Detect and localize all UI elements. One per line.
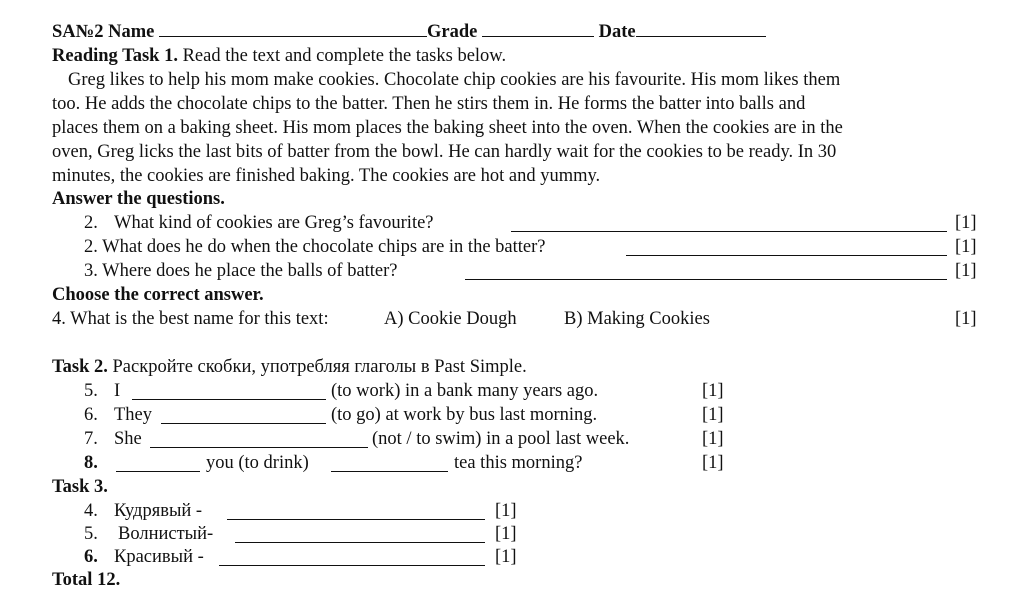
question-number: 2.	[84, 237, 98, 257]
item-number: 6.	[84, 405, 98, 425]
name-field[interactable]	[159, 21, 427, 37]
blank-6[interactable]	[161, 422, 326, 424]
item-rest: tea this morning?	[454, 453, 583, 473]
task2-item-number-8: 8.	[84, 453, 98, 473]
question-mark: [1]	[955, 213, 977, 233]
question-text: What kind of cookies are Greg’s favourite?	[114, 213, 434, 233]
item-mark: [1]	[495, 524, 517, 544]
item-mark: [1]	[495, 547, 517, 567]
item-subject: I	[114, 381, 121, 401]
question-number: 3.	[84, 261, 98, 281]
blank-t3-5[interactable]	[235, 541, 485, 543]
choose-heading: Choose the correct answer.	[52, 285, 264, 305]
option-b[interactable]: B) Making Cookies	[564, 309, 710, 329]
answer-line-2[interactable]	[626, 254, 947, 256]
question-mark: [1]	[955, 261, 977, 281]
question-row	[84, 212, 434, 234]
blank-8a[interactable]	[116, 470, 200, 472]
task3-item	[84, 546, 204, 568]
passage-line-2: too. He adds the chocolate chips to the batter. Then he stirs them in. He forms the batter into balls and	[52, 94, 806, 114]
item-mid: you (to drink)	[206, 453, 309, 473]
passage-line-4: oven, Greg licks the last bits of batter from the bowl. He can hardly wait for the cookies to be ready. In 30	[52, 142, 837, 162]
header-date-label: Date	[598, 22, 636, 42]
item-mark: [1]	[702, 405, 724, 425]
mc-question: 4. What is the best name for this text:	[52, 309, 329, 329]
answer-line-1[interactable]	[511, 230, 947, 232]
task2-item	[84, 428, 142, 450]
item-word: Волнистый-	[118, 524, 214, 544]
item-mark: [1]	[702, 381, 724, 401]
header-row	[52, 21, 766, 43]
item-mark: [1]	[495, 501, 517, 521]
question-text: Where does he place the balls of batter?	[102, 261, 398, 281]
item-subject: She	[114, 429, 142, 449]
passage-line-1: Greg likes to help his mom make cookies. Chocolate chip cookies are his favourite. His mom likes them	[68, 70, 841, 90]
task1-instruction: Read the text and complete the tasks below.	[182, 46, 507, 66]
grade-field[interactable]	[482, 21, 594, 37]
question-row	[84, 260, 398, 282]
blank-5[interactable]	[132, 398, 326, 400]
item-number: 7.	[84, 429, 98, 449]
task2-heading-row	[52, 356, 527, 378]
date-field[interactable]	[636, 21, 766, 37]
task3-item	[84, 500, 202, 522]
item-mark: [1]	[702, 429, 724, 449]
item-word: Кудрявый -	[114, 501, 203, 521]
question-number: 2.	[84, 213, 98, 233]
mc-mark: [1]	[955, 309, 977, 329]
passage-line-3: places them on a baking sheet. His mom places the baking sheet into the oven. When the cookies are in the	[52, 118, 843, 138]
item-rest: (not / to swim) in a pool last week.	[372, 429, 630, 449]
task3-heading: Task 3.	[52, 477, 108, 497]
item-number: 6.	[84, 547, 98, 567]
question-row	[84, 236, 545, 258]
item-number: 5.	[84, 524, 98, 544]
item-number: 4.	[84, 501, 98, 521]
task2-instruction: Раскройте скобки, употребляя глаголы в Past Simple.	[112, 357, 527, 377]
blank-t3-4[interactable]	[227, 518, 485, 520]
option-a[interactable]: A) Cookie Dough	[384, 309, 517, 329]
blank-t3-6[interactable]	[219, 564, 485, 566]
task2-item	[84, 380, 120, 402]
passage-line-5: minutes, the cookies are finished baking. The cookies are hot and yummy.	[52, 166, 601, 186]
task3-item	[84, 523, 213, 545]
header-grade-label: Grade	[426, 22, 478, 42]
blank-7[interactable]	[150, 446, 368, 448]
item-number: 5.	[84, 381, 98, 401]
item-rest: (to go) at work by bus last morning.	[331, 405, 598, 425]
header-name-label: SA№2 Name	[52, 22, 155, 42]
task1-heading-row	[52, 45, 506, 67]
item-mark: [1]	[702, 453, 724, 473]
task1-heading: Reading Task 1.	[52, 46, 178, 66]
task2-item	[84, 404, 152, 426]
question-text: What does he do when the chocolate chips are in the batter?	[102, 237, 546, 257]
question-mark: [1]	[955, 237, 977, 257]
item-word: Красивый -	[114, 547, 204, 567]
blank-8b[interactable]	[331, 470, 448, 472]
item-subject: They	[114, 405, 153, 425]
total-label: Total 12.	[52, 570, 121, 590]
task2-heading: Task 2.	[52, 357, 108, 377]
item-rest: (to work) in a bank many years ago.	[331, 381, 599, 401]
answer-heading: Answer the questions.	[52, 189, 225, 209]
answer-line-3[interactable]	[465, 278, 947, 280]
